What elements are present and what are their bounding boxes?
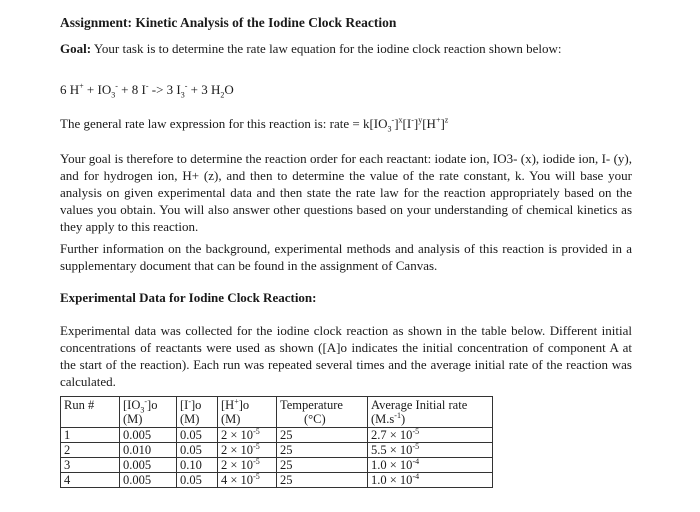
cell-io3: 0.005 [120, 458, 177, 473]
header-temp-text: Temperature [280, 398, 343, 412]
header-rate-unit-close: ) [400, 412, 406, 426]
cell-rate [368, 473, 493, 488]
experimental-data-table [60, 396, 493, 488]
eq-water-o: O [224, 82, 234, 97]
cell-rate-exp: -5 [412, 426, 420, 436]
header-h-charge: + [234, 396, 239, 406]
rate-law-y: y [418, 115, 423, 125]
section-heading-experimental: Experimental Data for Iodine Clock Reaction: [60, 290, 317, 305]
rate-law-text: The general rate law expression for this reaction is: rate = k[IO [60, 116, 388, 131]
cell-rate [368, 458, 493, 473]
rate-law-x: x [398, 115, 403, 125]
header-i-unit: (M) [180, 412, 200, 426]
cell-run: 1 [61, 428, 120, 443]
table-row [61, 428, 493, 443]
paragraph-experimental: Experimental data was collected for the iodine clock reaction as shown in the table below. Different initial concentrations of reactants were used as shown ([A]o indicates the initial concentration of component A at the start of the reaction). Each run was repeated several times and the average initial rate of the reaction was calculated. [60, 323, 632, 389]
header-rate-text: Average Initial rate [371, 398, 468, 412]
cell-h [218, 428, 277, 443]
eq-i3-charge: - [184, 81, 188, 91]
cell-temp: 25 [277, 473, 368, 488]
cell-io3: 0.005 [120, 473, 177, 488]
header-i [177, 397, 218, 428]
cell-rate-exp: -4 [412, 471, 420, 481]
eq-io3-sub: 3 [111, 90, 116, 100]
cell-h-base: 2 × 10 [221, 458, 254, 472]
cell-rate-base: 1.0 × 10 [371, 458, 413, 472]
header-io3-charge: - [144, 396, 148, 406]
page-title: Assignment: Kinetic Analysis of the Iodine Clock Reaction [60, 15, 397, 30]
rate-law-bracket3: ] [440, 116, 445, 131]
cell-run: 2 [61, 443, 120, 458]
rate-law-bracket1: ] [394, 116, 399, 131]
header-i-charge: - [188, 396, 191, 406]
cell-h [218, 458, 277, 473]
cell-h-exp: -5 [253, 426, 260, 436]
cell-h-base: 4 × 10 [221, 473, 254, 487]
eq-h2-sub: 2 [220, 90, 225, 100]
header-temperature [277, 397, 368, 428]
general-rate-law [60, 116, 448, 132]
rate-law-h-charge: + [435, 115, 441, 125]
cell-rate-base: 1.0 × 10 [371, 473, 413, 487]
cell-run: 4 [61, 473, 120, 488]
cell-h-exp: -5 [253, 471, 260, 481]
cell-h [218, 443, 277, 458]
cell-rate [368, 428, 493, 443]
cell-run: 3 [61, 458, 120, 473]
cell-rate-exp: -5 [412, 441, 420, 451]
header-io3-close: ]o [147, 398, 158, 412]
header-i-text: [I [180, 398, 189, 412]
cell-h-base: 2 × 10 [221, 428, 254, 442]
cell-temp: 25 [277, 458, 368, 473]
header-h-unit: (M) [221, 412, 241, 426]
header-h-close: ]o [238, 398, 250, 412]
eq-io3-charge: - [115, 81, 118, 91]
rate-law-h: [H [422, 116, 436, 131]
cell-h-base: 2 × 10 [221, 443, 254, 457]
cell-i: 0.05 [177, 443, 218, 458]
paragraph-goal-details: Your goal is therefore to determine the reaction order for each reactant: iodate ion, IO3- (x), iodide ion, I- (y), and for hydrogen ion, H+ (z), and then to determine the value of the rate constant, k. You will base your analysis on given experimental data and then state the rate law for the reaction appropriately based on the values you obtain. You will also answer other questions based on your understanding of chemical kinetics as they apply to this reaction. [60, 151, 632, 234]
eq-io: + IO [83, 82, 112, 97]
header-h [218, 397, 277, 428]
eq-water: + 3 H [187, 82, 221, 97]
rate-law-io3-charge: - [391, 115, 395, 125]
cell-h-exp: -5 [253, 456, 260, 466]
eq-h: 6 H [60, 82, 80, 97]
eq-h-charge: + [79, 81, 84, 91]
cell-rate-base: 5.5 × 10 [371, 443, 413, 457]
rate-law-bracket2: ] [413, 116, 419, 131]
table-row [61, 458, 493, 473]
header-io3 [120, 397, 177, 428]
eq-i-charge: - [145, 81, 149, 91]
eq-i: + 8 I [117, 82, 146, 97]
cell-i: 0.05 [177, 428, 218, 443]
cell-rate-exp: -4 [412, 456, 420, 466]
header-io3-sub: 3 [140, 405, 145, 415]
cell-rate-base: 2.7 × 10 [371, 428, 413, 442]
cell-i: 0.10 [177, 458, 218, 473]
rate-law-i-charge: - [411, 115, 414, 125]
header-run: Run # [61, 397, 120, 428]
cell-h [218, 473, 277, 488]
paragraph-further-info: Further information on the background, experimental methods and analysis of this reaction is provided in a supplementary document that can be found in the assignment of Canvas. [60, 241, 632, 273]
header-rate-unit: (M.s [371, 412, 395, 426]
header-i-close: ]o [191, 398, 202, 412]
cell-io3: 0.010 [120, 443, 177, 458]
cell-temp: 25 [277, 443, 368, 458]
header-io3-text: [IO [123, 398, 141, 412]
table-row [61, 473, 493, 488]
cell-i: 0.05 [177, 473, 218, 488]
header-io3-unit: (M) [123, 412, 143, 426]
reaction-equation [60, 82, 234, 98]
cell-h-exp: -5 [253, 441, 260, 451]
cell-io3: 0.005 [120, 428, 177, 443]
rate-law-z: z [444, 115, 449, 125]
goal-label: Goal: [60, 41, 92, 56]
header-rate-unit-exp: -1 [394, 410, 401, 420]
table-row [61, 443, 493, 458]
header-h-text: [H [221, 398, 235, 412]
rate-law-i: [I [402, 116, 412, 131]
table-header-row [61, 397, 493, 428]
eq-i3-sub: 3 [180, 90, 185, 100]
cell-temp: 25 [277, 428, 368, 443]
eq-arrow-i3: -> 3 I [148, 82, 181, 97]
header-temp-unit: (°C) [304, 412, 326, 426]
rate-law-io3-sub: 3 [387, 124, 392, 134]
cell-rate [368, 443, 493, 458]
goal-line [60, 41, 561, 57]
header-rate [368, 397, 493, 428]
goal-text: Your task is to determine the rate law equation for the iodine clock reaction shown below: [93, 41, 562, 56]
